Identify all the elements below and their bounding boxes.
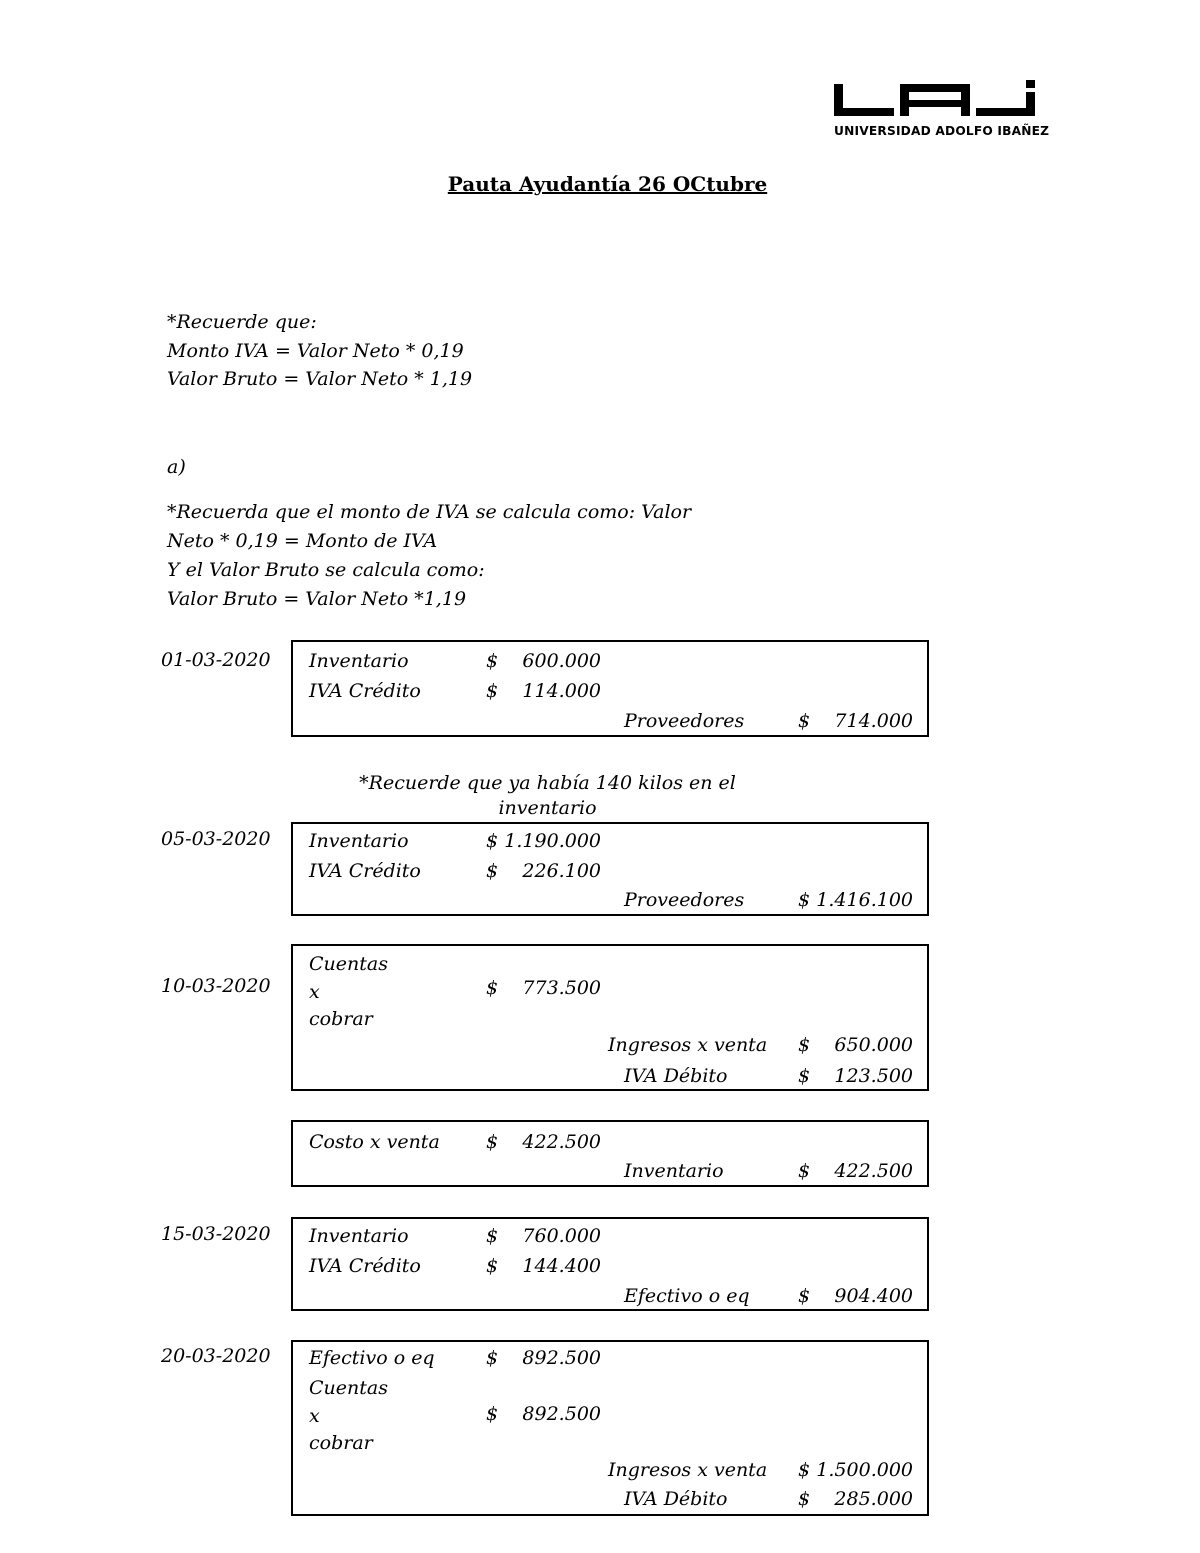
- debit-account: Efectivo o eq: [309, 1347, 435, 1369]
- note-line: Y el Valor Bruto se calcula como:: [167, 559, 485, 581]
- journal-entry: [291, 822, 929, 916]
- credit-amount: 650.000: [834, 1034, 913, 1056]
- note-line: *Recuerda que el monto de IVA se calcula como: Valor: [167, 501, 692, 523]
- debit-account: Inventario: [309, 830, 409, 852]
- note-line: Neto * 0,19 = Monto de IVA: [167, 530, 438, 552]
- note-line: Valor Bruto = Valor Neto *1,19: [167, 588, 467, 610]
- debit-account: [309, 951, 388, 1034]
- credit-account: Proveedores: [624, 889, 745, 911]
- debit-account: IVA Crédito: [309, 680, 421, 702]
- debit-amount: 226.100: [522, 860, 601, 882]
- entry-date: 05-03-2020: [161, 828, 271, 850]
- credit-amount: 123.500: [834, 1065, 913, 1087]
- note-line: *Recuerde que:: [167, 311, 317, 333]
- currency-sign: $: [486, 977, 499, 999]
- currency-sign: $: [798, 1488, 811, 1510]
- journal-entry: [291, 944, 929, 1091]
- currency-sign: $: [486, 1225, 499, 1247]
- debit-account: Costo x venta: [309, 1131, 440, 1153]
- debit-amount: 1.190.000: [504, 830, 601, 852]
- credit-account: Ingresos x venta: [608, 1459, 768, 1481]
- note-line: inventario: [498, 797, 597, 819]
- credit-amount: 714.000: [834, 710, 913, 732]
- currency-sign: $: [486, 1131, 499, 1153]
- currency-sign: $: [486, 1403, 499, 1425]
- reminder-note: [167, 308, 472, 394]
- currency-sign: $: [798, 1285, 811, 1307]
- debit-amount: 892.500: [522, 1403, 601, 1425]
- journal-entry: [291, 1217, 929, 1311]
- currency-sign: $: [486, 1255, 499, 1277]
- debit-account: [309, 1375, 388, 1458]
- currency-sign: $: [486, 830, 499, 852]
- credit-amount: 904.400: [834, 1285, 913, 1307]
- account-line: cobrar: [309, 1008, 373, 1030]
- debit-amount: 892.500: [522, 1347, 601, 1369]
- currency-sign: $: [486, 860, 499, 882]
- debit-amount: 773.500: [522, 977, 601, 999]
- journal-entry: [291, 640, 929, 737]
- debit-amount: 600.000: [522, 650, 601, 672]
- currency-sign: $: [486, 650, 499, 672]
- currency-sign: $: [798, 710, 811, 732]
- currency-sign: $: [798, 889, 811, 911]
- credit-account: Ingresos x venta: [608, 1034, 768, 1056]
- account-line: cobrar: [309, 1432, 373, 1454]
- university-logo: [834, 80, 1056, 140]
- debit-account: Inventario: [309, 650, 409, 672]
- credit-account: IVA Débito: [624, 1488, 728, 1510]
- currency-sign: $: [486, 680, 499, 702]
- journal-entry: [291, 1340, 929, 1516]
- account-line: x: [309, 1404, 320, 1427]
- entry-date: 10-03-2020: [161, 975, 271, 997]
- entry-date: 01-03-2020: [161, 649, 271, 671]
- debit-amount: 760.000: [522, 1225, 601, 1247]
- credit-amount: 422.500: [834, 1160, 913, 1182]
- logo-text: UNIVERSIDAD ADOLFO IBAÑEZ: [834, 124, 1050, 138]
- note-line: Monto IVA = Valor Neto * 0,19: [167, 339, 464, 362]
- part-a-label: a): [167, 456, 186, 478]
- account-line: x: [309, 980, 320, 1003]
- credit-account: Proveedores: [624, 710, 745, 732]
- formula-note: [167, 498, 691, 614]
- uai-logo-icon: [834, 80, 1056, 120]
- page-title: Pauta Ayudantía 26 OCtubre: [447, 172, 768, 196]
- entry-date: 15-03-2020: [161, 1223, 271, 1245]
- debit-amount: 422.500: [522, 1131, 601, 1153]
- note-line: Valor Bruto = Valor Neto * 1,19: [167, 368, 473, 390]
- credit-amount: 1.416.100: [816, 889, 913, 911]
- inventory-note: [350, 771, 745, 821]
- credit-account: IVA Débito: [624, 1065, 728, 1087]
- account-line: Cuentas: [309, 953, 388, 975]
- credit-account: Efectivo o eq: [624, 1285, 750, 1307]
- debit-account: IVA Crédito: [309, 1255, 421, 1277]
- currency-sign: $: [798, 1459, 811, 1481]
- currency-sign: $: [798, 1160, 811, 1182]
- entry-date: 20-03-2020: [161, 1345, 271, 1367]
- debit-amount: 114.000: [522, 680, 601, 702]
- credit-account: Inventario: [624, 1160, 724, 1182]
- credit-amount: 1.500.000: [816, 1459, 913, 1481]
- journal-entry: [291, 1120, 929, 1187]
- note-line: *Recuerde que ya había 140 kilos en el: [359, 772, 736, 794]
- currency-sign: $: [486, 1347, 499, 1369]
- currency-sign: $: [798, 1065, 811, 1087]
- debit-account: Inventario: [309, 1225, 409, 1247]
- currency-sign: $: [798, 1034, 811, 1056]
- account-line: Cuentas: [309, 1377, 388, 1399]
- debit-amount: 144.400: [522, 1255, 601, 1277]
- credit-amount: 285.000: [834, 1488, 913, 1510]
- debit-account: IVA Crédito: [309, 860, 421, 882]
